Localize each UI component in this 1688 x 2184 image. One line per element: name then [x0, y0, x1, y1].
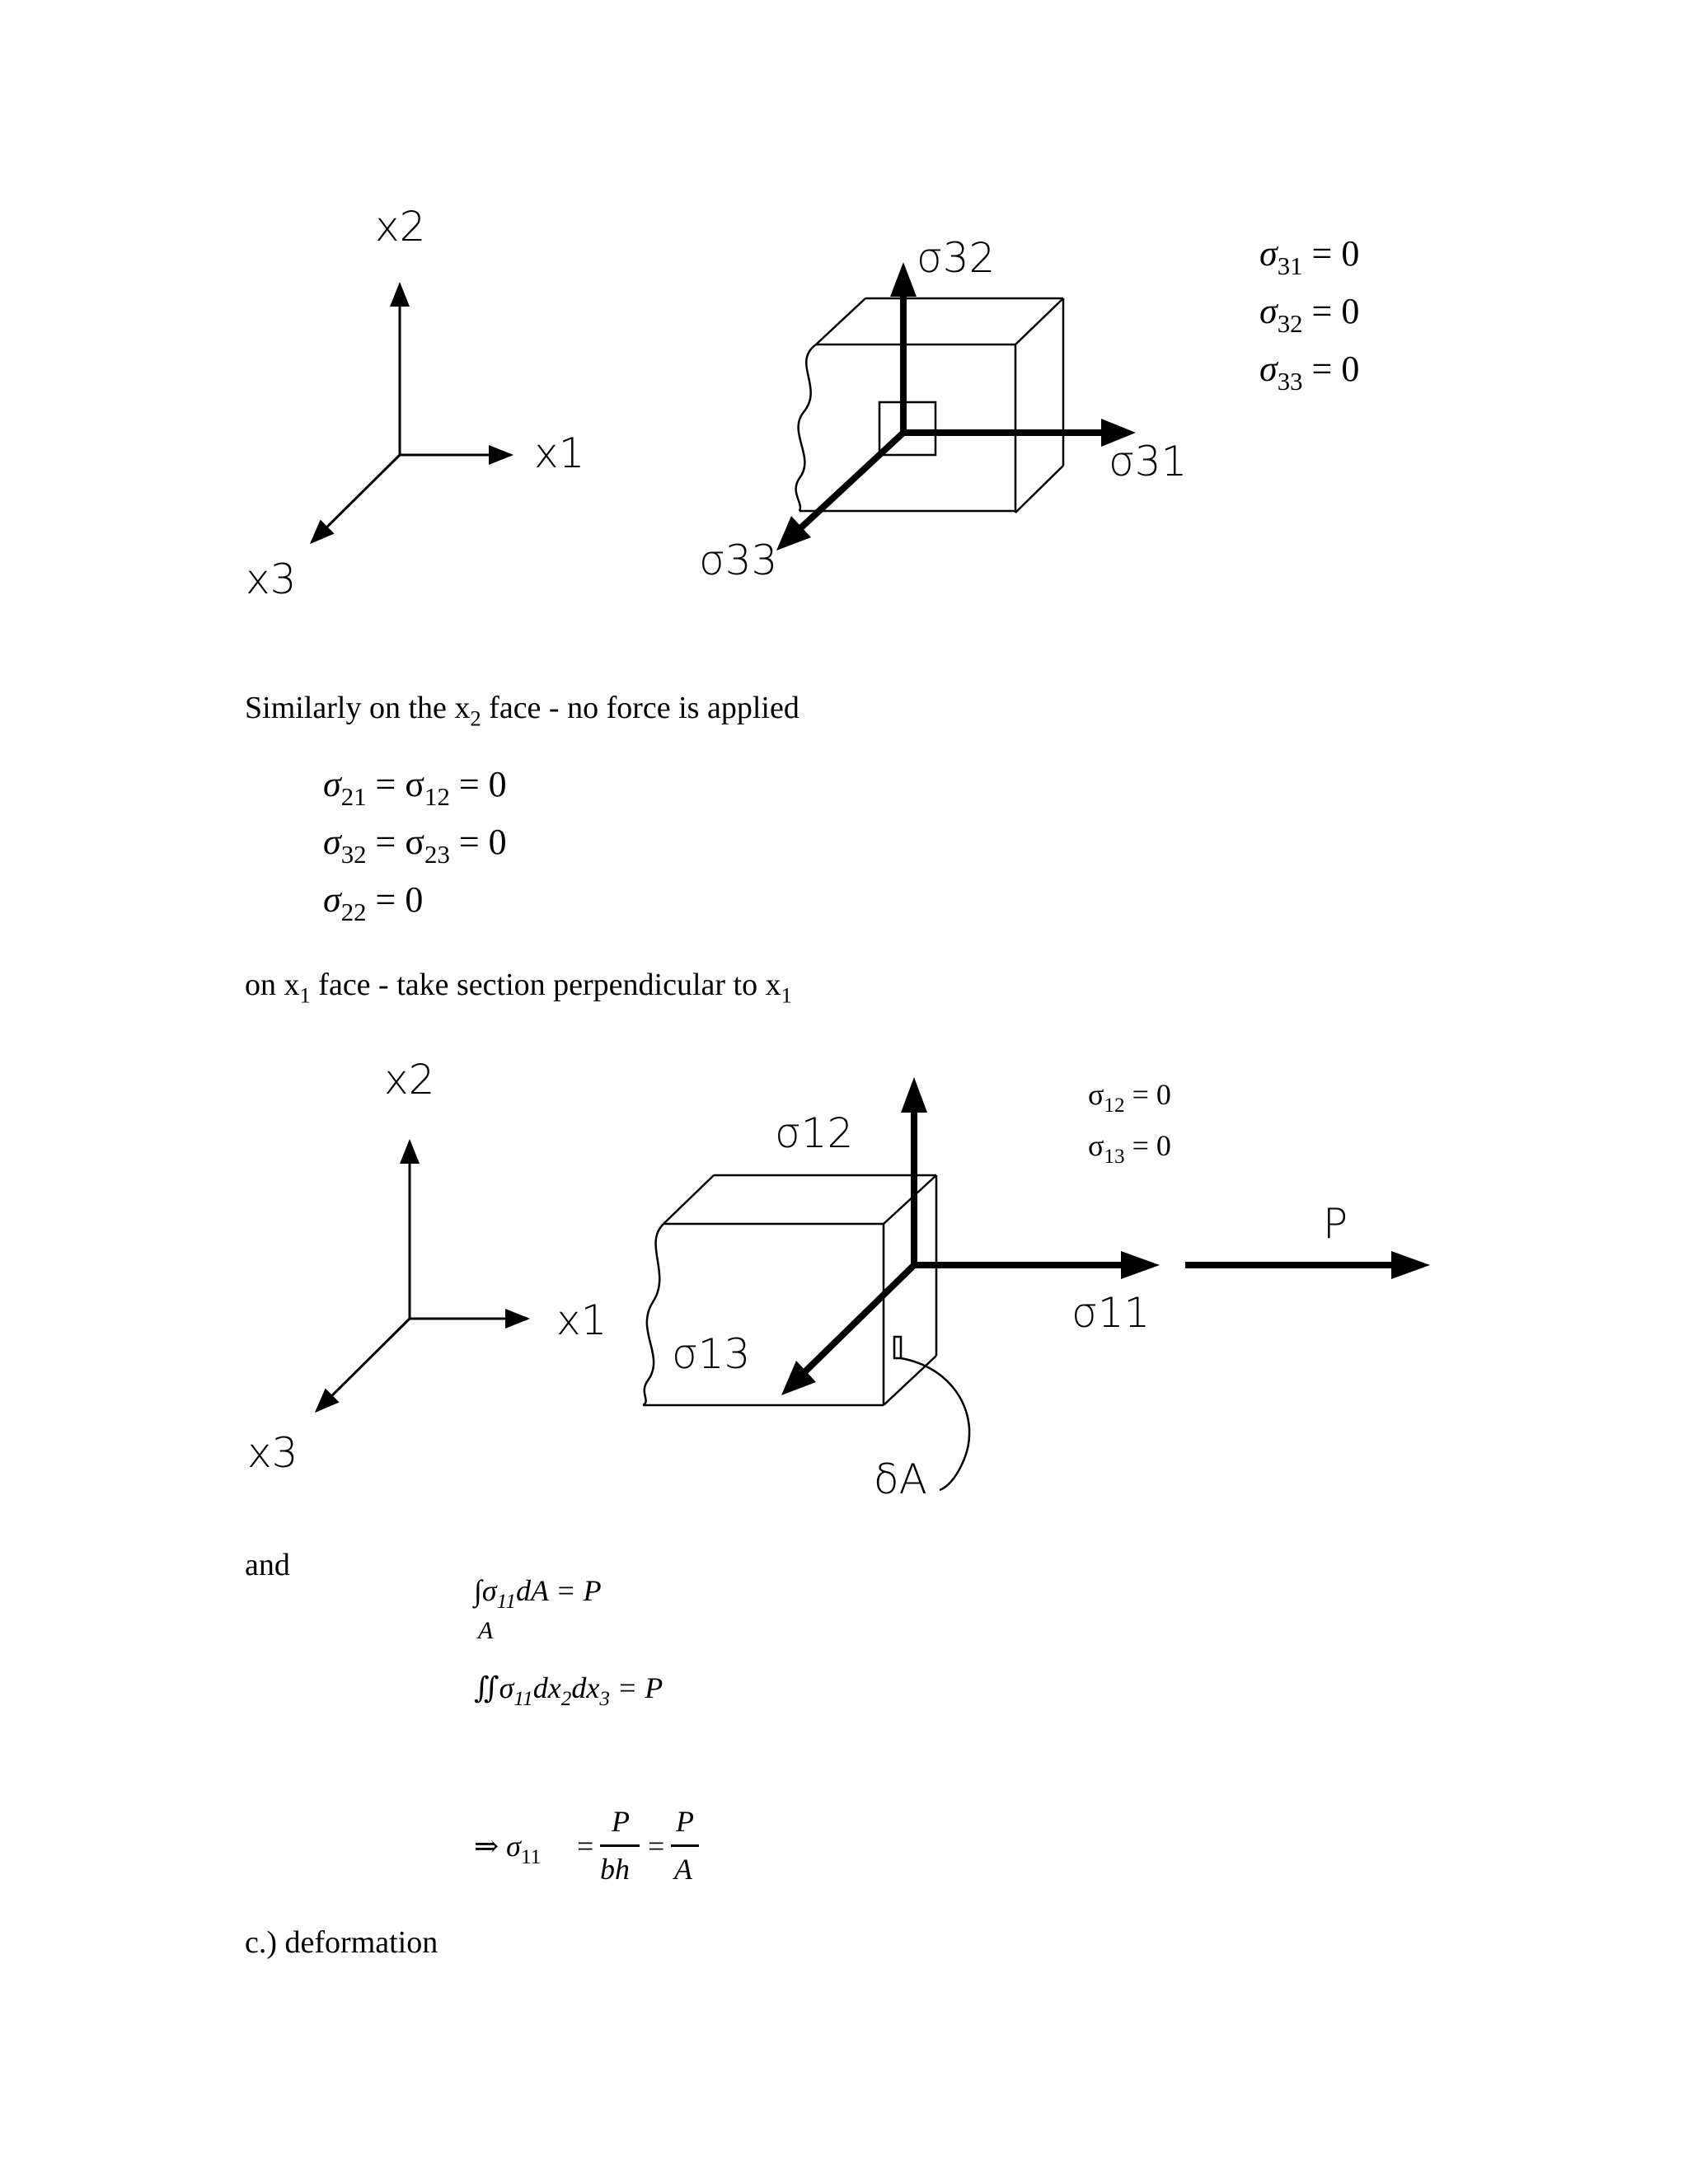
figure-2-axes: [316, 1141, 528, 1411]
paragraph-x2-text-b: face - no force is applied: [481, 691, 799, 725]
figure-2-equation-sigma13: $\sigma_{13} = 0$: [1088, 1129, 1171, 1168]
sigma31-label: σ31: [1109, 438, 1188, 485]
delta-A-label: δA: [874, 1455, 927, 1503]
fraction-2-denominator: A: [674, 1853, 692, 1886]
sigma13-label: σ13: [672, 1330, 751, 1378]
fraction-1-denominator: bh: [600, 1853, 630, 1886]
figure-1-equation-sigma31: $\sigma_{31} = 0$: [1259, 233, 1360, 280]
section-c-heading: c.) deformation: [245, 1925, 438, 1960]
x1-axis-label-2: x1: [556, 1296, 607, 1344]
figure-2-equation-sigma12: $\sigma_{12} = 0$: [1088, 1078, 1171, 1117]
fraction-2-bar: [671, 1844, 699, 1847]
P-label: P: [1323, 1200, 1348, 1248]
x2-axis-label-2: x2: [384, 1056, 435, 1104]
fraction-1-bar: [600, 1844, 640, 1847]
result-sigma11: ⇒ $\sigma_{11}$: [474, 1830, 542, 1868]
figure-1-equation-sigma33: $\sigma_{33} = 0$: [1259, 349, 1360, 396]
integral-equation-2: $∬\sigma_{11}dx_2dx_3 = P$: [474, 1671, 663, 1710]
figure-1-equation-sigma32: $\sigma_{32} = 0$: [1259, 291, 1360, 338]
sigma32-label: σ32: [917, 234, 996, 282]
fraction-1-numerator: P: [612, 1805, 630, 1838]
paragraph-x1-face: on $x_1$ face - take section perpendicular to $x_1$: [245, 968, 792, 1008]
x3-axis-label-2: x3: [247, 1429, 298, 1477]
equation-sigma22: $\sigma_{22} = 0$: [323, 879, 424, 926]
sigma12-label: σ12: [775, 1109, 854, 1157]
x3-axis-arrow-2: [316, 1319, 410, 1411]
sigma13-arrow: [804, 1265, 914, 1373]
sigma11-label: σ11: [1071, 1289, 1151, 1337]
x1-axis-label: x1: [534, 429, 585, 477]
cut-surface-edge-2: [643, 1224, 663, 1405]
result-equals-2: =: [648, 1830, 665, 1863]
integral-1-domain: A: [478, 1617, 494, 1644]
x3-axis-label: x3: [246, 555, 297, 603]
sigma33-label: σ33: [699, 537, 778, 584]
x2-axis-label: x2: [375, 203, 426, 251]
fraction-2-numerator: P: [676, 1805, 694, 1838]
integral-equation-1: $\int\sigma_{11}dA = P$: [474, 1574, 602, 1613]
area-element: [894, 1337, 901, 1358]
and-label: and: [245, 1548, 290, 1582]
paragraph-x2-subscript: 2: [470, 705, 481, 731]
paragraph-x2-text-a: Similarly on the x: [245, 691, 471, 725]
equation-sigma32-sigma23: $\sigma_{32} = \sigma_{23} = 0$: [323, 822, 507, 869]
equation-sigma21-sigma12: $\sigma_{21} = \sigma_{12} = 0$: [323, 764, 507, 811]
result-equals-1: =: [577, 1830, 594, 1863]
